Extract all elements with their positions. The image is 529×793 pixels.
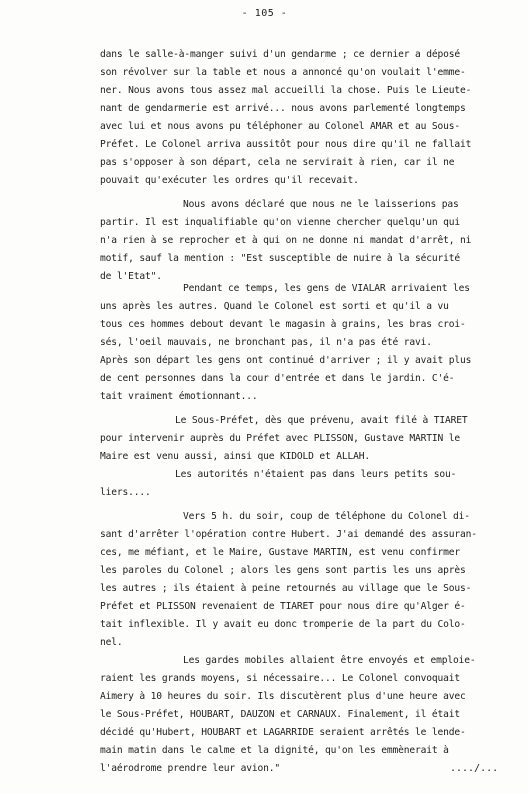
text-line: pour intervenir auprès du Préfet avec PLISSON, Gustave MARTIN le [100, 433, 461, 444]
text-line: Aimery à 10 heures du soir. Ils discutèrent plus d'une heure avec [100, 691, 466, 702]
text-line: Maire est venu aussi, ainsi que KIDOLD et ALLAH. [100, 451, 371, 462]
text-line: tait vraiment émotionnant... [100, 391, 258, 402]
text-line: les paroles du Colonel ; alors les gens sont partis les uns après [100, 565, 466, 576]
text-line: tait inflexible. Il y avait eu donc tromperie de la part du Colo- [100, 619, 466, 630]
text-line: son révolver sur la table et nous a annoncé qu'on voulait l'emme- [100, 67, 466, 78]
text-line: tous ces hommes debout devant le magasin à grains, les bras croi- [100, 319, 466, 330]
text-line: avec lui et nous avons pu téléphoner au Colonel AMAR et au Sous- [100, 121, 461, 132]
text-line: motif, sauf la mention : "Est susceptible de nuire à la sécurité [100, 253, 461, 264]
text-line: main matin dans le calme et la dignité, qu'on les emmènerait à [100, 745, 449, 756]
text-line: l'aérodrome prendre leur avion." [100, 763, 281, 774]
text-line: Pendant ce temps, les gens de VIALAR arrivaient les [183, 283, 470, 294]
text-line: Le Sous-Préfet, dès que prévenu, avait filé à TIARET [175, 415, 468, 426]
text-line: de cent personnes dans la cour d'entrée et dans le jardin. C'é- [100, 373, 455, 384]
text-line: Préfet. Le Colonel arriva aussitôt pour nous dire qu'il ne fallait [100, 139, 472, 150]
text-line: sés, l'oeil mauvais, ne bronchant pas, il n'a pas été ravi. [100, 337, 432, 348]
text-line: nel. [100, 637, 123, 648]
text-line: Les gardes mobiles allaient être envoyés et emploie- [183, 655, 476, 666]
text-line: nant de gendarmerie est arrivé... nous avons parlementé longtemps [100, 103, 466, 114]
text-line: décidé qu'Hubert, HOUBART et LAGARRIDE seraient arrêtés le lende- [100, 727, 466, 738]
text-line: Nous avons déclaré que nous ne le laisserions pas [183, 199, 459, 210]
text-line: ces, me méfiant, et le Maire, Gustave MARTIN, est venu confirmer [100, 547, 461, 558]
text-line: pas s'opposer à son départ, cela ne servirait à rien, car il ne [100, 157, 455, 168]
text-line: le Sous-Préfet, HOUBART, DAUZON et CARNAUX. Finalement, il était [100, 709, 461, 720]
text-line: pouvait qu'exécuter les ordres qu'il recevait. [100, 175, 359, 186]
continuation-mark: ..../... [450, 763, 499, 774]
text-line: partir. Il est inqualifiable qu'on vienne chercher quelqu'un qui [100, 217, 461, 228]
text-line: uns après les autres. Quand le Colonel est sorti et qu'il a vu [100, 301, 449, 312]
text-line: ner. Nous avons tous assez mal accueilli la chose. Puis le Lieute- [100, 85, 472, 96]
text-line: Après son départ les gens ont continué d'arriver ; il y avait plus [100, 355, 472, 366]
text-line: n'a rien à se reprocher et à qui on ne donne ni mandat d'arrêt, ni [100, 235, 472, 246]
text-line: dans le salle-à-manger suivi d'un gendarme ; ce dernier a déposé [100, 49, 461, 60]
text-line: de l'Etat". [100, 271, 162, 282]
text-line: liers.... [100, 487, 151, 498]
text-line: raient les grands moyens, si nécessaire... Le Colonel convoquait [100, 673, 461, 684]
page-number: - 105 - [241, 8, 288, 19]
text-line: Les autorités n'étaient pas dans leurs petits sou- [175, 469, 457, 480]
text-line: les autres ; ils étaient à peine retournés au village que le Sous- [100, 583, 472, 594]
text-line: sant d'arrêter l'opération contre Hubert. J'ai demandé des assuran- [100, 529, 477, 540]
text-line: Préfet et PLISSON revenaient de TIARET pour nous dire qu'Alger é- [100, 601, 466, 612]
text-line: Vers 5 h. du soir, coup de téléphone du Colonel di- [183, 511, 470, 522]
